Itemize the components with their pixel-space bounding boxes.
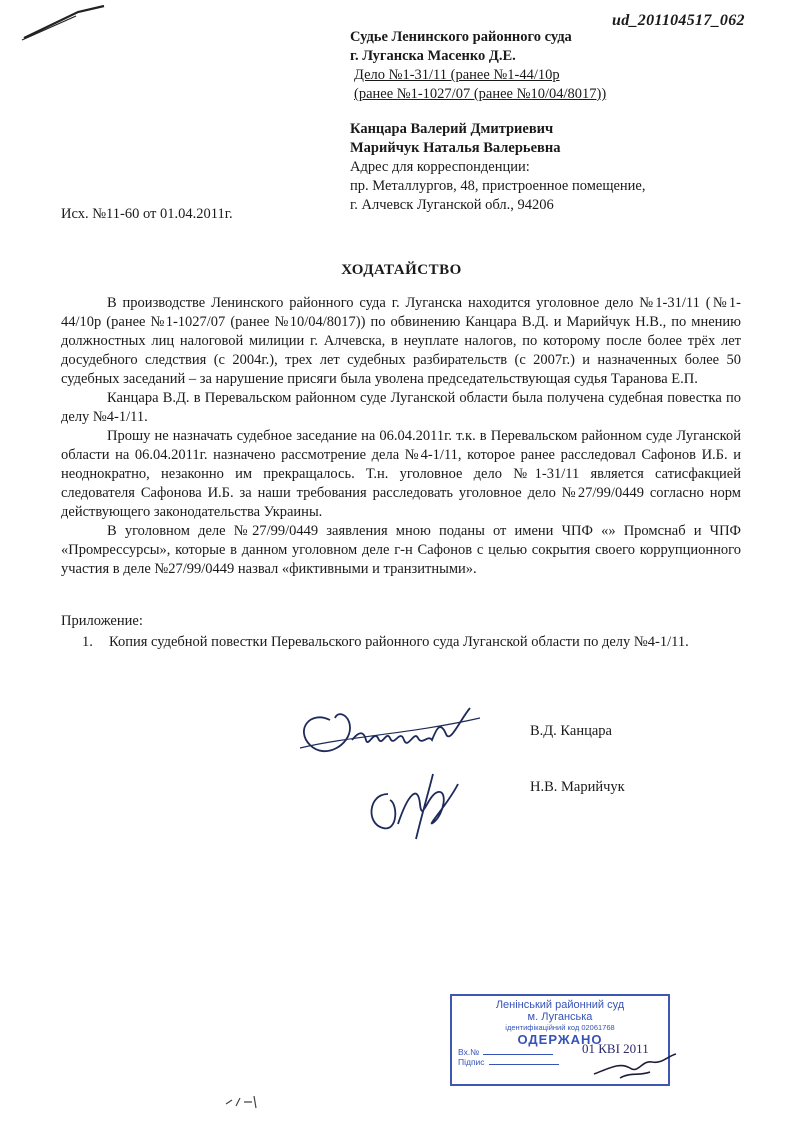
stamp-number-line [483,1054,553,1055]
list-item-text: Копия судебной повестки Перевальского районного суда Луганской области по делу №4-1/11. [109,634,689,650]
pen-mark [18,4,108,49]
paragraph: В производстве Ленинского районного суда г. Луганска находится уголовное дело №1-31/11 (№1-44/10р (ранее №1-1027/07 (ранее №10/04/8017)) по обвинению Канцара В.Д. и Марийчук Н.В., по мнению должностных лиц налоговой милиции г. Алчевска, в неуплате налогов, по которому после более трёх лет досудебного следствия (с 2004г.), трех лет судебных разбирательств (с 2007г.) и назначенных более 50 судебных заседаний – за нарушение присяги была уволена председательствующая судья Таранова Е.П. [61,295,741,387]
signatory-name: Н.В. Марийчук [530,779,625,795]
stamp-date: 01 КВІ 2011 [582,1041,649,1056]
case-number-line: (ранее №1-1027/07 (ранее №10/04/8017)) [354,86,607,102]
addressee-line: Судье Ленинского районного суда [350,29,572,45]
addressee-line: г. Луганска Масенко Д.Е. [350,48,516,64]
stamp-sign-label: Підпис [458,1057,485,1067]
paragraph: Прошу не назначать судебное заседание на 06.04.2011г. т.к. в Перевальском районном суде Луганской области на 06.04.2011г. назначено рассмотрение дела №4-1/11, которое ранее расследовал Сафонов И.Б. и неоднократно, незаконно им прекращалось. Т.н. уголовное дело №1-31/11 является сатисфакцией следователя Сафонова И.Б. за наши требования расследовать уголовное дело №27/99/0449 согласно норм действующего законодательства Украины. [61,428,741,520]
address-line: пр. Металлургов, 48, пристроенное помещение, [350,178,646,194]
outgoing-number: Исх. №11-60 от 01.04.2011г. [61,206,233,222]
case-number-line: Дело №1-31/11 (ранее №1-44/10р [354,67,560,83]
stamp-sign-line [489,1064,559,1065]
stamp-line: ідентифікаційний код 02061768 [505,1023,615,1032]
list-item-number: 1. [82,634,93,650]
signature-kantsara [290,690,490,775]
sender-name: Марийчук Наталья Валерьевна [350,140,561,156]
stamp-received: ОДЕРЖАНО [517,1032,603,1047]
signatory-name: В.Д. Канцара [530,723,612,739]
margin-mark [224,1092,264,1117]
document-title: ХОДАТАЙСТВО [341,262,462,278]
attachments-label: Приложение: [61,613,143,629]
address-label: Адрес для корреспонденции: [350,159,530,175]
paragraph: Канцара В.Д. в Перевальском районном суде Луганской области была получена судебная повестка по делу №4-1/11. [61,390,741,425]
stamp-line: м. Луганська [527,1011,593,1023]
petition-body [61,294,741,579]
address-line: г. Алчевск Луганской обл., 94206 [350,197,554,213]
addressee-block [350,28,606,104]
paragraph: В уголовном деле №27/99/0449 заявления мною поданы от имени ЧПФ «» Промснаб и ЧПФ «Промрессурсы», которые в данном уголовном деле г-н Сафонов с целью сокрытия своего коррупционного участия в деле №27/99/0449 назвал «фиктивными и транзитными». [61,523,741,577]
stamp-number-label: Вх.№ [458,1047,480,1057]
senders-block [350,120,646,215]
signature-mariychuk [358,764,478,849]
document-id: ud_201104517_062 [612,12,745,29]
list-item [82,633,742,652]
sender-name: Канцара Валерий Дмитриевич [350,121,554,137]
stamp-signature [590,1048,680,1093]
attachments-list [82,633,742,652]
stamp-line: Ленінський районний суд [495,999,625,1011]
